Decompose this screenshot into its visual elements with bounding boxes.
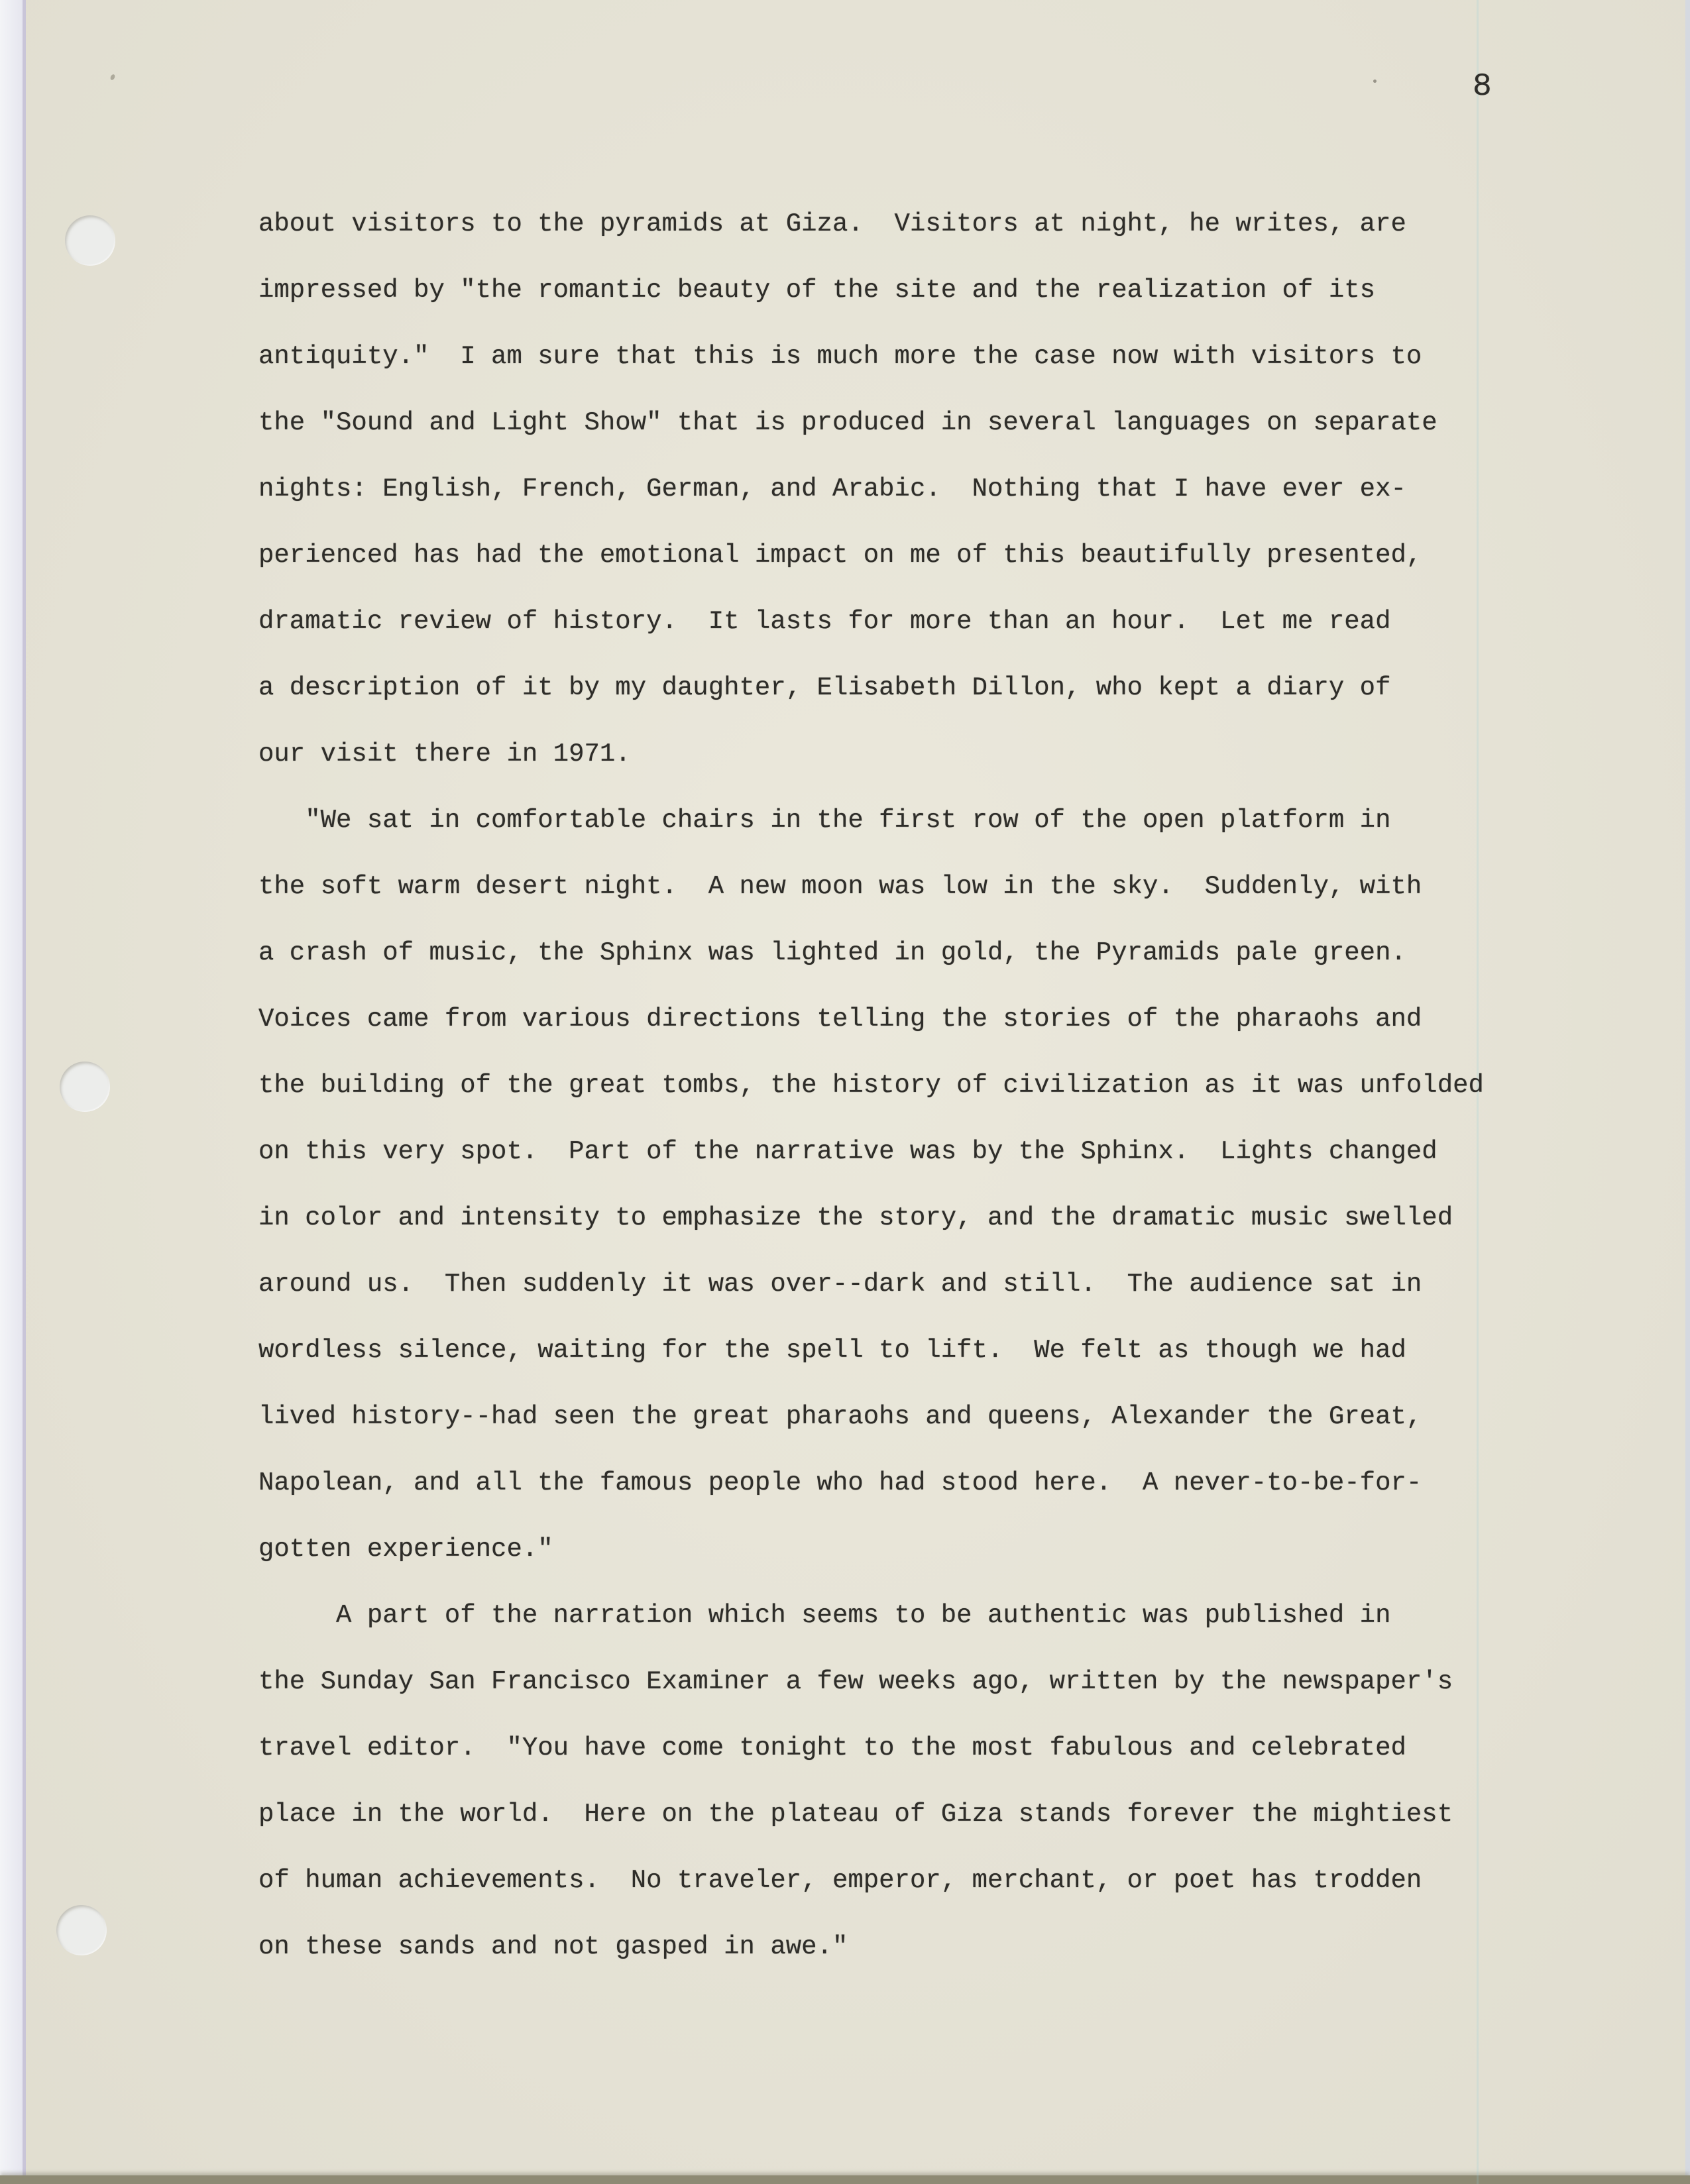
text-line: our visit there in 1971. [258,739,631,769]
typewritten-text [258,191,1557,1980]
text-line: the "Sound and Light Show" that is produced in several languages on separate [258,408,1437,437]
scan-edge-bottom [0,2175,1690,2184]
text-line: impressed by "the romantic beauty of the site and the realization of its [258,276,1376,305]
text-line: Voices came from various directions telling the stories of the pharaohs and [258,1005,1422,1034]
page-number: 8 [1473,69,1492,105]
text-line: nights: English, French, German, and Arabic. Nothing that I have ever ex- [258,474,1406,504]
scan-edge-right [1685,0,1690,2184]
text-line: gotten experience." [258,1535,553,1564]
paper-speck [109,74,115,81]
punch-hole-middle [60,1062,110,1112]
text-line: wordless silence, waiting for the spell to lift. We felt as though we had [258,1336,1406,1365]
text-line: Napolean, and all the famous people who had stood here. A never-to-be-for- [258,1468,1422,1498]
punch-hole-top [65,215,115,266]
text-line: place in the world. Here on the plateau of Giza stands forever the mightiest [258,1800,1453,1829]
text-line: about visitors to the pyramids at Giza. Visitors at night, he writes, are [258,209,1406,239]
text-line: travel editor. "You have come tonight to the most fabulous and celebrated [258,1733,1406,1763]
scan-edge-left [0,0,26,2184]
paper-speck [1373,80,1377,83]
text-line: the building of the great tombs, the history of civilization as it was unfolded [258,1071,1484,1100]
text-line: a crash of music, the Sphinx was lighted in gold, the Pyramids pale green. [258,938,1406,967]
text-line: lived history--had seen the great pharaohs and queens, Alexander the Great, [258,1402,1422,1431]
text-line: on these sands and not gasped in awe." [258,1932,848,1961]
punch-hole-bottom [56,1905,107,1955]
text-line: the Sunday San Francisco Examiner a few weeks ago, written by the newspaper's [258,1667,1453,1696]
text-line: around us. Then suddenly it was over--dark and still. The audience sat in [258,1270,1422,1299]
text-line: in color and intensity to emphasize the story, and the dramatic music swelled [258,1203,1453,1232]
text-line: a description of it by my daughter, Elisabeth Dillon, who kept a diary of [258,673,1391,702]
text-line: "We sat in comfortable chairs in the first row of the open platform in [258,806,1391,835]
text-line: dramatic review of history. It lasts for more than an hour. Let me read [258,607,1391,636]
text-line: antiquity." I am sure that this is much more the case now with visitors to [258,342,1422,371]
text-line: the soft warm desert night. A new moon was low in the sky. Suddenly, with [258,872,1422,901]
text-line: perienced has had the emotional impact on me of this beautifully presented, [258,541,1422,570]
text-line: A part of the narration which seems to be authentic was published in [258,1601,1391,1630]
text-line: on this very spot. Part of the narrative was by the Sphinx. Lights changed [258,1137,1437,1166]
text-line: of human achievements. No traveler, emperor, merchant, or poet has trodden [258,1866,1422,1895]
